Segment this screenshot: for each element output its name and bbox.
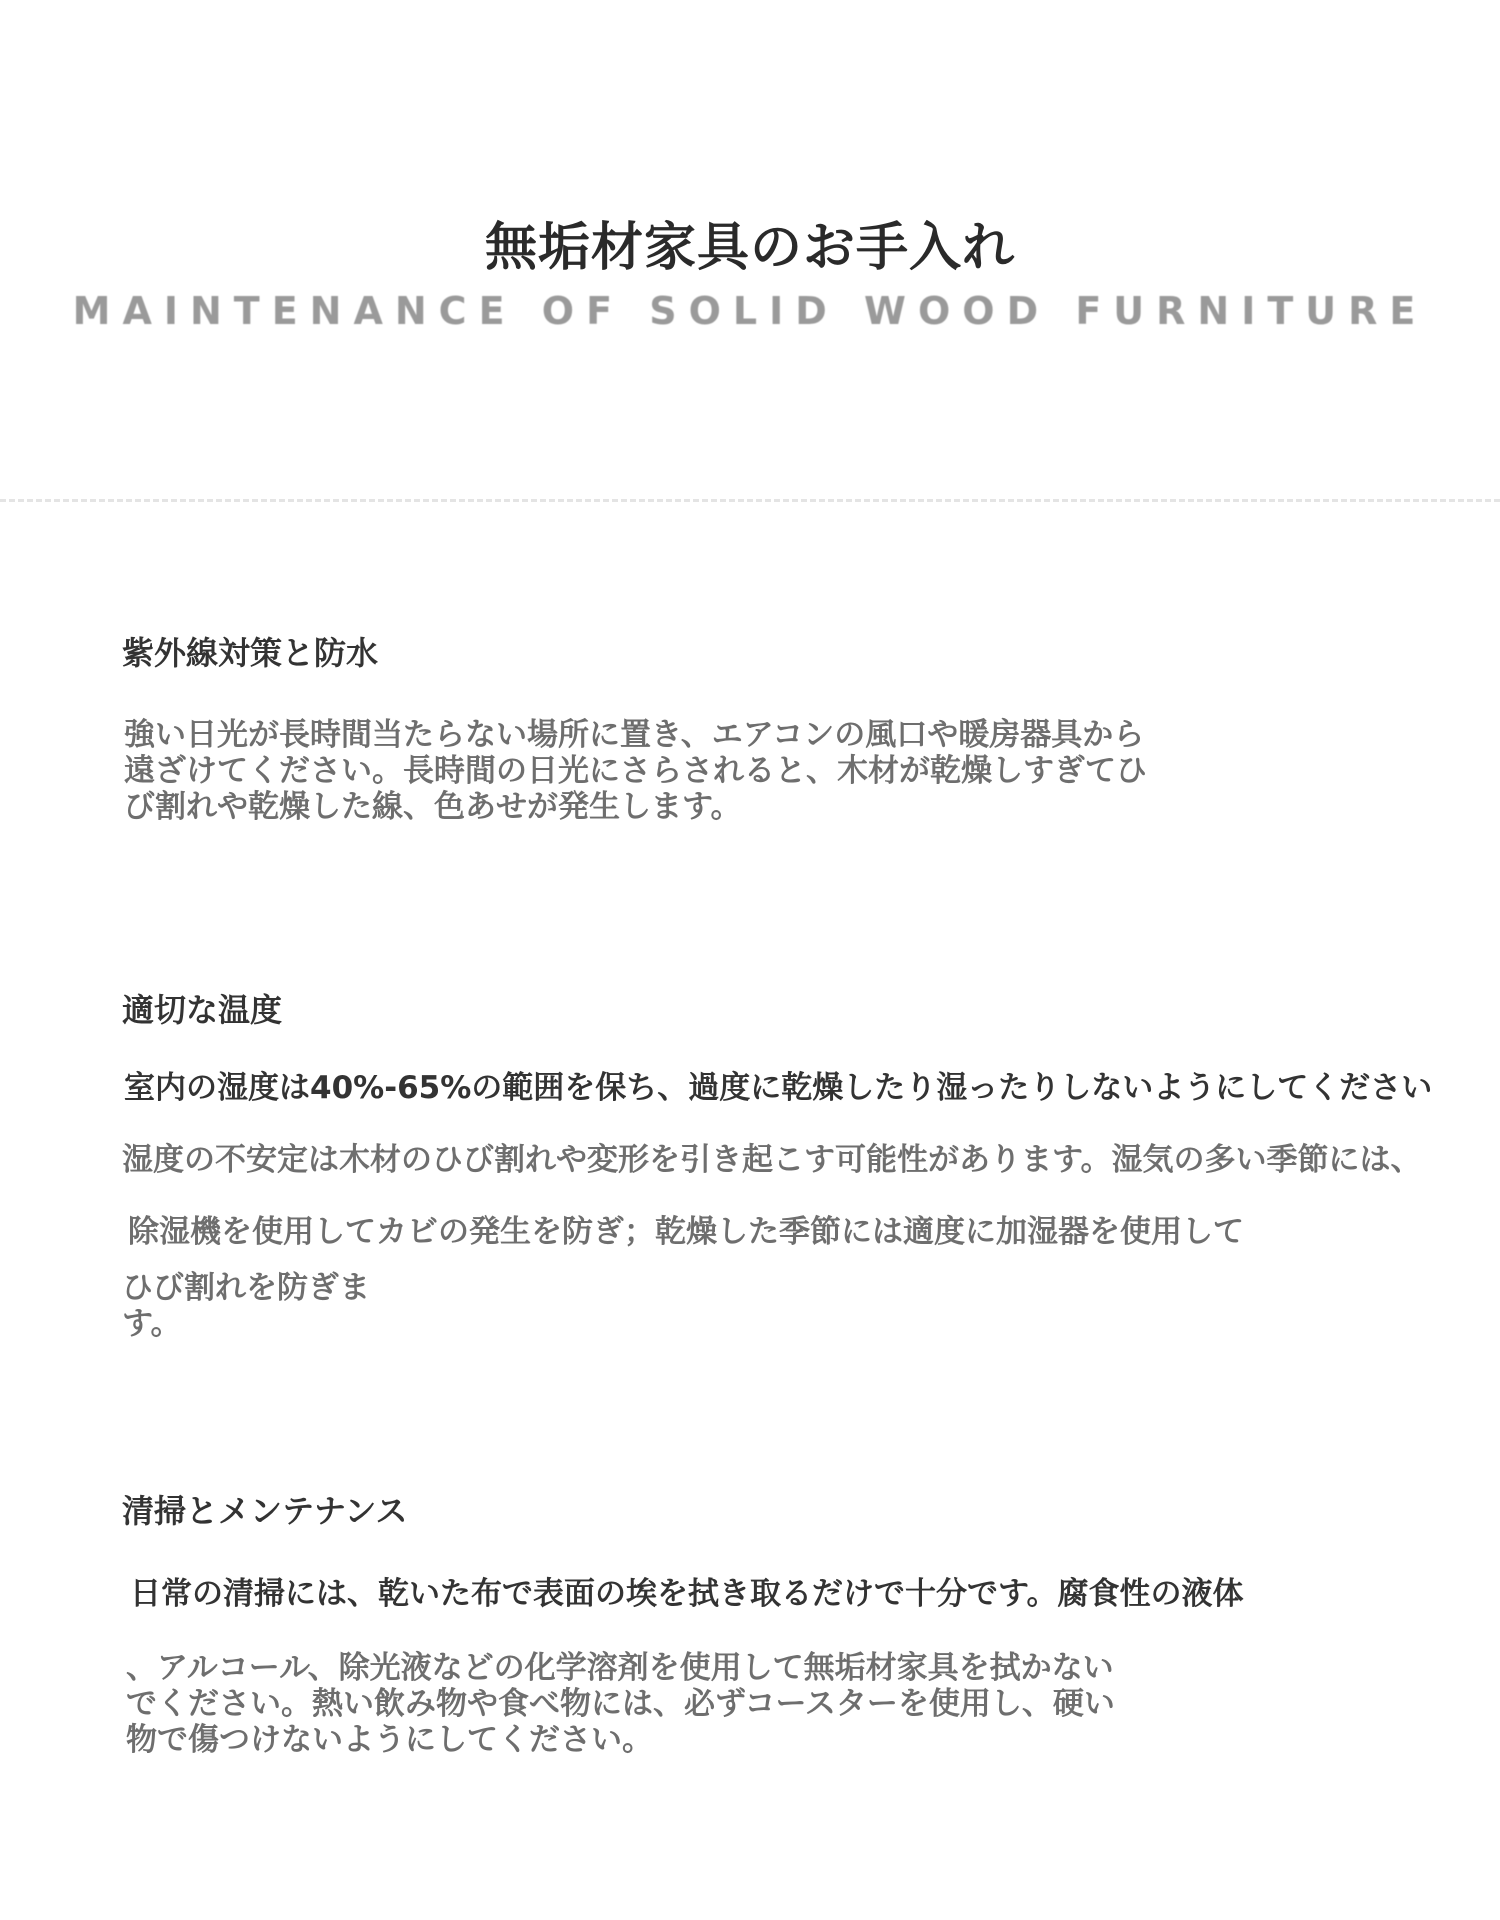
paragraph-line: 強い日光が長時間当たらない場所に置き、エアコンの風口や暖房器具から (124, 717, 1145, 753)
section-heading-humidity: 適切な温度 (122, 991, 283, 1029)
paragraph-line: 物で傷つけないようにしてください。 (126, 1722, 653, 1758)
paragraph-line: 遠ざけてください。長時間の日光にさらされると、木材が乾燥しすぎてひ (124, 753, 1147, 789)
section-heading-uv: 紫外線対策と防水 (122, 634, 379, 672)
paragraph-line: 日常の清掃には、乾いた布で表面の埃を拭き取るだけで十分です。腐食性の液体 (130, 1576, 1244, 1612)
paragraph-line: 除湿機を使用してカビの発生を防ぎ；乾燥した季節には適度に加湿器を使用して (128, 1214, 1244, 1250)
page-subtitle: MAINTENANCE OF SOLID WOOD FURNITURE (72, 289, 1428, 333)
paragraph-line: でください。熱い飲み物や食べ物には、必ずコースターを使用し、硬い (126, 1686, 1115, 1722)
paragraph-line: 室内の湿度は40%-65%の範囲を保ち、過度に乾燥したり湿ったりしないようにしてください (124, 1070, 1433, 1106)
section-divider (0, 499, 1500, 502)
paragraph-line: ひび割れを防ぎま (122, 1270, 370, 1306)
paragraph-line: び割れや乾燥した線、色あせが発生します。 (124, 789, 742, 825)
section-heading-cleaning: 清掃とメンテナンス (122, 1492, 408, 1530)
paragraph-line: す。 (122, 1306, 182, 1342)
paragraph-line: 湿度の不安定は木材のひび割れや変形を引き起こす可能性があります。湿気の多い季節には、 (122, 1142, 1422, 1178)
page-title: 無垢材家具のお手入れ (484, 218, 1015, 278)
paragraph-line: 、アルコール、除光液などの化学溶剤を使用して無垢材家具を拭かない (126, 1650, 1114, 1686)
